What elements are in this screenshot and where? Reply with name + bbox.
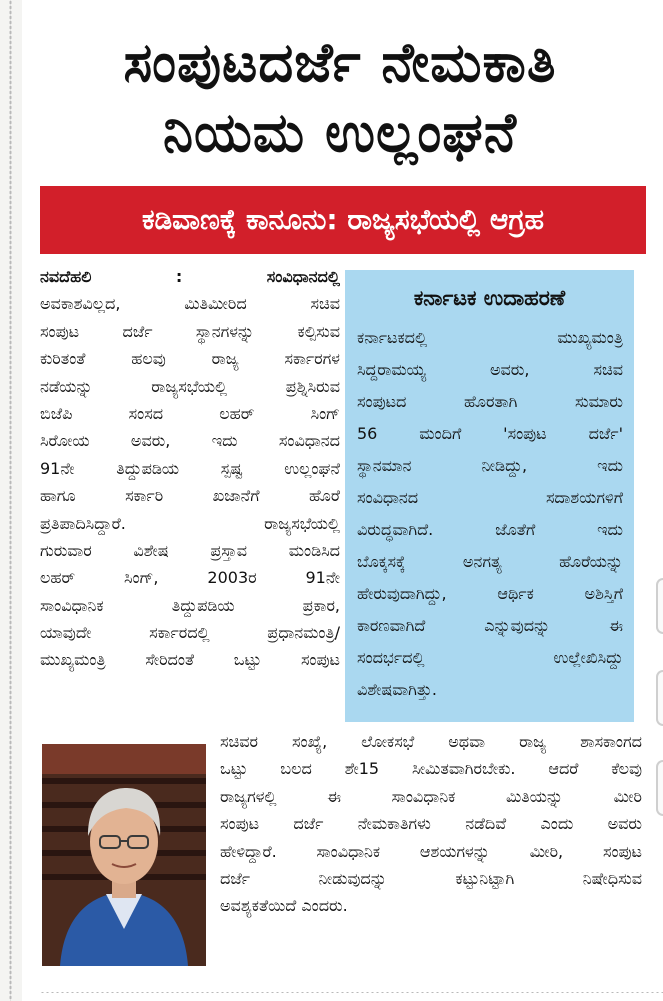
sidebar-line: ಹೇರುವುದಾಗಿದ್ದು, ಆರ್ಥಿಕ ಅಶಿಸ್ತಿಗೆ [357,584,623,603]
sidebar-line: ಕಾರಣವಾಗಿದೆ ಎನ್ನುವುದನ್ನು ಈ [357,616,623,635]
sidebar-line: ಸಂಪುಟದ ಹೊರತಾಗಿ ಸುಮಾರು [357,392,623,411]
body-line: ಸಾಂವಿಧಾನಿಕ ತಿದ್ದುಪಡಿಯ ಪ್ರಕಾರ, [40,595,340,615]
sidebar-line: ವಿಶೇಷವಾಗಿತ್ತು. [357,680,437,699]
body-line: ಗುರುವಾರ ವಿಶೇಷ ಪ್ರಸ್ತಾವ ಮಂಡಿಸಿದ [40,540,340,560]
body-line: ನವದೆಹಲಿ : ಸಂವಿಧಾನದಲ್ಲಿ [40,267,340,286]
body-line: ಹೇಳಿದ್ದಾರೆ. ಸಾಂವಿಧಾನಿಕ ಆಶಯಗಳನ್ನು ಮೀರಿ, ಸಂಪುಟ [220,841,642,861]
body-line: ಯಾವುದೇ ಸರ್ಕಾರದಲ್ಲಿ ಪ್ರಧಾನಮಂತ್ರಿ/ [40,623,340,643]
sidebar-title: ಕರ್ನಾಟಕ ಉದಾಹರಣೆ [413,286,566,310]
side-tab-1[interactable] [656,578,663,634]
sidebar-line: ಸಂವಿಧಾನದ ಸದಾಶಯಗಳಿಗೆ [357,488,623,507]
body-line: ಅವಕಾಶವಿಲ್ಲದ, ಮಿತಿಮೀರಿದ ಸಚಿವ [40,294,340,314]
portrait-photo [42,744,206,966]
body-line: ಅವಶ್ಯಕತೆಯಿದೆ ಎಂದರು. [220,896,348,916]
subheadline-banner: ಕಡಿವಾಣಕ್ಕೆ ಕಾನೂನು: ರಾಜ್ಯಸಭೆಯಲ್ಲಿ ಆಗ್ರಹ [40,186,646,254]
sidebar-box [345,270,634,722]
body-line: ಸಚಿವರ ಸಂಖ್ಯೆ, ಲೋಕಸಭೆ ಅಥವಾ ರಾಜ್ಯ ಶಾಸಕಾಂಗದ [220,732,642,751]
body-line: ಸಂಪುಟ ದರ್ಜೆ ಸ್ಥಾನಗಳನ್ನು ಕಲ್ಪಿಸುವ [40,321,340,341]
sidebar-line: ಸಂದರ್ಭದಲ್ಲಿ ಉಲ್ಲೇಖಿಸಿದ್ದು [357,648,623,667]
sidebar-line: ಸ್ಥಾನಮಾನ ನೀಡಿದ್ದು, ಇದು [357,456,623,475]
side-tab-3[interactable] [656,760,663,816]
body-line: ಹಾಗೂ ಸರ್ಕಾರಿ ಖಜಾನೆಗೆ ಹೊರೆ [40,486,340,506]
portrait-illustration [42,744,206,966]
body-line: ನಡೆಯನ್ನು ರಾಜ್ಯಸಭೆಯಲ್ಲಿ ಪ್ರಶ್ನಿಸಿರುವ [40,376,340,396]
body-line: ದರ್ಜೆ ನೀಡುವುದನ್ನು ಕಟ್ಟುನಿಟ್ಟಾಗಿ ನಿಷೇಧಿಸುವ [220,868,642,888]
sidebar-text [357,322,623,706]
bottom-column-text [220,728,642,920]
body-line: ಕುರಿತಂತೆ ಹಲವು ರಾಜ್ಯ ಸರ್ಕಾರಗಳ [40,349,340,369]
body-line: ಪ್ರತಿಪಾದಿಸಿದ್ದಾರೆ. ರಾಜ್ಯಸಭೆಯಲ್ಲಿ [40,513,340,533]
left-column-text [40,263,340,674]
body-line: ರಾಜ್ಯಗಳಲ್ಲಿ ಈ ಸಾಂವಿಧಾನಿಕ ಮಿತಿಯನ್ನು ಮೀರಿ [220,786,642,806]
body-line: ಸಿರೋಯ ಅವರು, ಇದು ಸಂವಿಧಾನದ [40,431,340,451]
body-line: ಸಂಪುಟ ದರ್ಜೆ ನೇಮಕಾತಿಗಳು ನಡೆದಿವೆ ಎಂದು ಅವರು [220,814,642,834]
headline-line-2: ನಿಯಮ ಉಲ್ಲಂಘನೆ [162,101,518,164]
sidebar-line: ಬೊಕ್ಕಸಕ್ಕೆ ಅನಗತ್ಯ ಹೊರೆಯನ್ನು [357,552,623,571]
body-line: 91ನೇ ತಿದ್ದುಪಡಿಯ ಸ್ಪಷ್ಟ ಉಲ್ಲಂಘನೆ [40,458,340,478]
left-dotted-border [9,0,12,1001]
body-line: ಬಿಜೆಪಿ ಸಂಸದ ಲಹರ್ ಸಿಂಗ್ [40,403,340,423]
sidebar-line: 56 ಮಂದಿಗೆ 'ಸಂಪುಟ ದರ್ಜೆ' [357,424,623,443]
body-line: ಮುಖ್ಯಮಂತ್ರಿ ಸೇರಿದಂತೆ ಒಟ್ಟು ಸಂಪುಟ [40,650,340,670]
bottom-dotted-border [40,991,663,994]
side-tab-2[interactable] [656,670,663,726]
sidebar-line: ವಿರುದ್ಧವಾಗಿದೆ. ಜೊತೆಗೆ ಇದು [357,520,623,539]
headline-line-1: ಸಂಪುಟದರ್ಜೆ ನೇಮಕಾತಿ [123,31,557,94]
body-line: ಒಟ್ಟು ಬಲದ ಶೇ15 ಸೀಮಿತವಾಗಿರಬೇಕು. ಆದರೆ ಕೆಲವು [220,759,642,779]
sidebar-line: ಸಿದ್ದರಾಮಯ್ಯ ಅವರು, ಸಚಿವ [357,360,623,379]
body-line: ಲಹರ್ ಸಿಂಗ್, 2003ರ 91ನೇ [40,568,340,588]
sidebar-line: ಕರ್ನಾಟಕದಲ್ಲಿ ಮುಖ್ಯಮಂತ್ರಿ [357,328,623,347]
